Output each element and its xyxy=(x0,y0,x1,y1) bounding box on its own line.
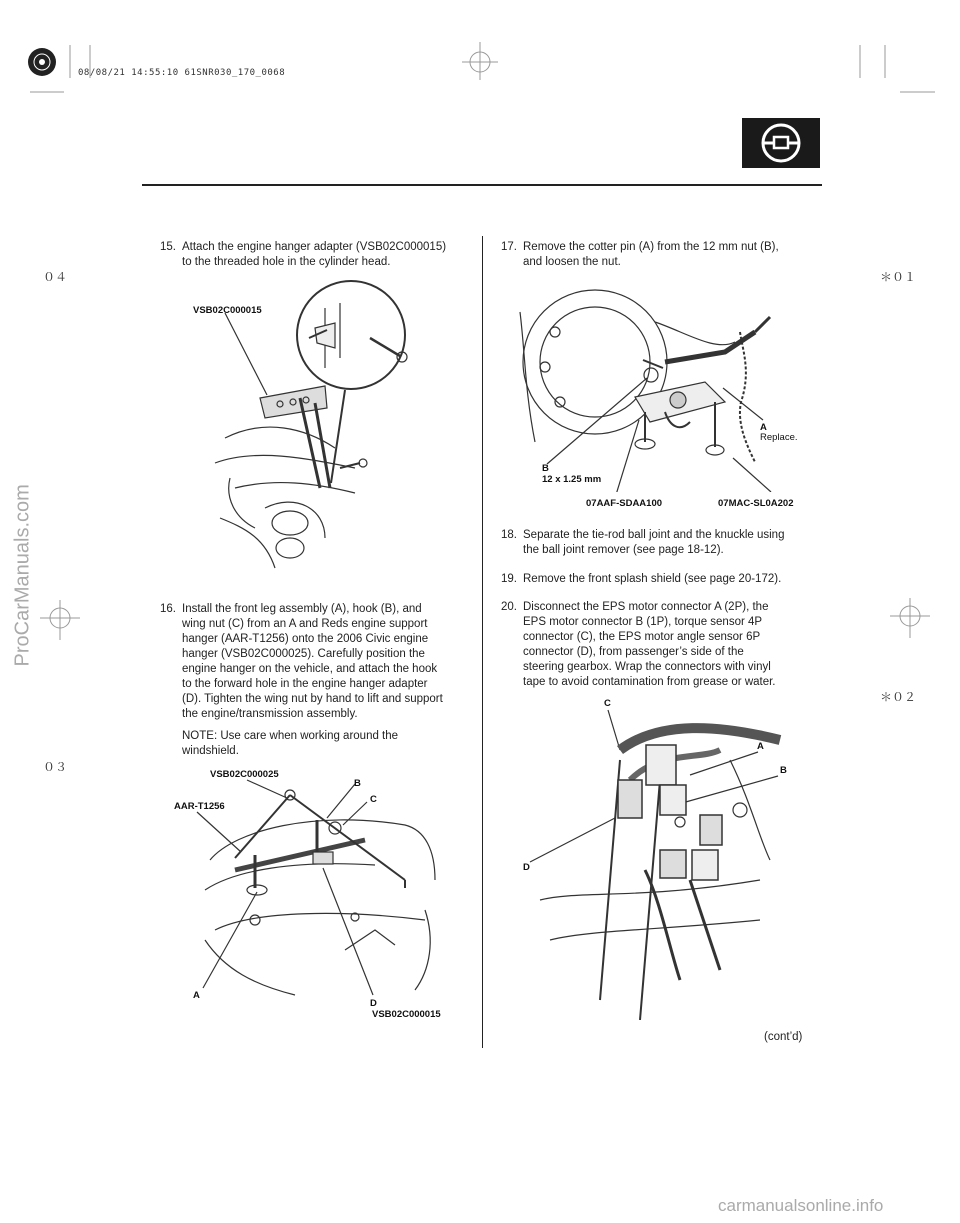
figure-engine-support-hanger xyxy=(195,770,455,1010)
fig3-label-b: B xyxy=(542,463,549,474)
margin-mark-left-top: ０４ xyxy=(43,270,68,284)
fig2-label-d: D xyxy=(370,998,377,1009)
margin-mark-right-top: ＊０１ xyxy=(880,270,917,284)
steering-wheel-icon xyxy=(742,118,820,168)
column-divider xyxy=(482,236,483,1048)
step-15: 15. Attach the engine hanger adapter (VSB02C000015) to the threaded hole in the cylinder head. xyxy=(160,241,447,268)
header-rule xyxy=(142,184,822,186)
fig3-label-tool2: 07MAC-SL0A202 xyxy=(718,498,794,509)
fig1-label-tool: VSB02C000015 xyxy=(193,305,262,316)
fig3-label-b-size: 12 x 1.25 mm xyxy=(542,474,602,485)
step-20: 20. Disconnect the EPS motor connector A (2P), the EPS motor connector B (1P), torque sensor 4P connector (C), the EPS motor angle sensor 6P connector (D), from passenger’s side of the steering gearbox. Wrap the connectors with vinyl tape to avoid contamination from grease or water. xyxy=(501,601,776,688)
fig4-label-b: B xyxy=(780,765,787,776)
print-stamp: 08/08/21 14:55:10 61SNR030_170_0068 xyxy=(78,68,286,78)
registration-target-icon xyxy=(28,48,56,76)
step-16: 16. Install the front leg assembly (A), hook (B), and wing nut (C) from an A and Reds engine support hanger (AAR-T1256) onto the 2006 Civic engine hanger (VSB02C000025). Carefully position the engine hanger on the vehicle, and attach the hook to the forward hole in the engine hanger adapter (D). Tighten the wing nut by hand to lift and support the engine/transmission assembly. xyxy=(160,603,443,720)
fig2-label-a: A xyxy=(193,990,200,1001)
fig4-label-d: D xyxy=(523,862,530,873)
section-icon-box xyxy=(742,118,820,168)
fig4-label-a: A xyxy=(757,741,764,752)
figure-ball-joint-remover xyxy=(515,272,785,492)
fig4-label-c: C xyxy=(604,698,611,709)
fig2-label-hanger: VSB02C000025 xyxy=(210,769,279,780)
step-18: 18. Separate the tie-rod ball joint and the knuckle using the ball joint remover (see page 18-12). xyxy=(501,529,785,556)
figure-eps-connectors xyxy=(520,700,790,1020)
fig2-label-support: AAR-T1256 xyxy=(174,801,225,812)
fig2-label-adapter: VSB02C000015 xyxy=(372,1009,441,1020)
fig3-label-tool1: 07AAF-SDAA100 xyxy=(586,498,663,509)
fig2-label-b: B xyxy=(354,778,361,789)
vertical-watermark: ProCarManuals.com xyxy=(11,484,34,667)
margin-mark-right-bottom: ＊０２ xyxy=(880,690,917,704)
margin-mark-left-bottom: ０３ xyxy=(43,760,68,774)
continued-label: (cont’d) xyxy=(764,1031,803,1043)
fig3-label-replace: Replace. xyxy=(760,432,798,443)
step-19: 19. Remove the front splash shield (see page 20-172). xyxy=(501,573,782,585)
bottom-watermark: carmanualsonline.info xyxy=(718,1196,884,1215)
fig3-label-a: A xyxy=(760,422,767,433)
fig2-label-c: C xyxy=(370,794,377,805)
figure-engine-hanger-adapter xyxy=(205,278,445,578)
step-16-note: NOTE: Use care when working around the windshield. xyxy=(182,730,399,757)
step-17: 17. Remove the cotter pin (A) from the 12 mm nut (B), and loosen the nut. xyxy=(501,241,779,268)
